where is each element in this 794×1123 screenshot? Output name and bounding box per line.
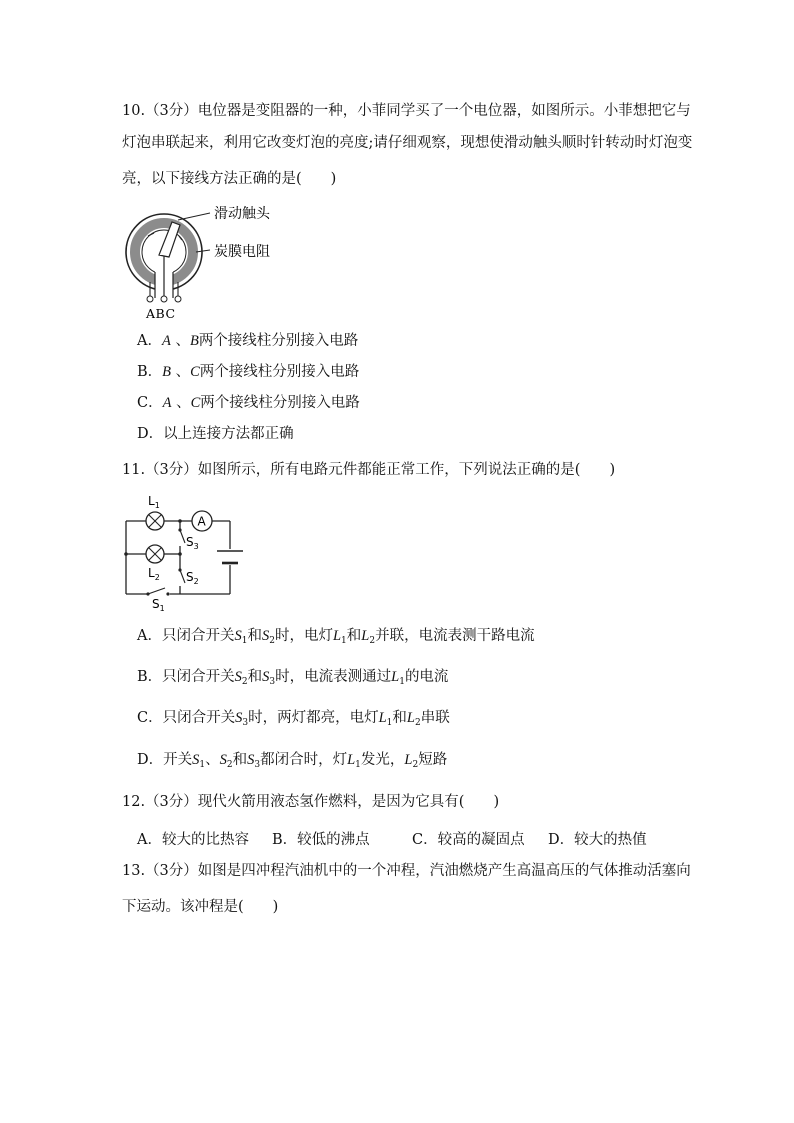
- q11-stem: 11.（3分）如图所示，所有电路元件都能正常工作，下列说法正确的是( ): [122, 462, 616, 478]
- q10-option-c: C．A 、C两个接线柱分别接入电路: [137, 395, 360, 411]
- terminal-c: [175, 296, 181, 302]
- label-carbon-film: 炭膜电阻: [214, 244, 270, 260]
- switch-s2: [178, 568, 185, 583]
- lamp-l2: [146, 545, 164, 563]
- q10-option-d: D．以上连接方法都正确: [137, 426, 294, 442]
- q12-option-d: D．较大的热值: [548, 832, 647, 848]
- q11-option-d: D．开关$S_1$、$S_2$和$S_3$都闭合时，灯$L_1$发光，$L_2$短路: [137, 752, 448, 770]
- ammeter-label: A: [197, 514, 206, 529]
- q11-option-c: C．只闭合开关$S_3$时，两灯都亮，电灯$L_1$和$L_2$串联: [137, 710, 450, 728]
- terminal-labels: ABC: [146, 306, 176, 321]
- potentiometer-figure: [120, 200, 290, 325]
- q12-option-c: C．较高的凝固点: [412, 832, 525, 848]
- label-s1: $S_1$: [152, 597, 165, 613]
- q12-option-b: B．较低的沸点: [272, 832, 370, 848]
- ammeter: [192, 511, 212, 531]
- q12-stem: 12.（3分）现代火箭用液态氢作燃料，是因为它具有( ): [122, 794, 500, 810]
- q10-stem-line-2: 灯泡串联起来，利用它改变灯泡的亮度;请仔细观察，现想使滑动触头顺时针转动时灯泡变: [122, 135, 693, 151]
- label-slider: 滑动触头: [214, 206, 270, 222]
- terminal-a: [147, 296, 153, 302]
- label-l1: $L_1$: [148, 494, 160, 510]
- q13-stem-line-1: 13.（3分）如图是四冲程汽油机中的一个冲程，汽油燃烧产生高温高压的气体推动活塞向: [122, 863, 691, 879]
- switch-s1: [146, 588, 169, 596]
- q10-stem-line-1: 10.（3分）电位器是变阻器的一种，小菲同学买了一个电位器，如图所示。小菲想把它与: [122, 103, 691, 119]
- label-s3: $S_3$: [186, 535, 199, 551]
- q13-stem-line-2: 下运动。该冲程是( ): [122, 899, 279, 915]
- q12-option-a: A．较大的比热容: [137, 832, 249, 848]
- q11-option-a: A．只闭合开关$S_1$和$S_2$时，电灯$L_1$和$L_2$并联，电流表测干路电流: [137, 628, 535, 646]
- circuit-figure: [118, 490, 248, 615]
- q10-stem-line-3: 亮，以下接线方法正确的是( ): [122, 171, 337, 187]
- label-s2: $S_2$: [186, 570, 199, 586]
- q10-option-b: B．B 、C两个接线柱分别接入电路: [137, 364, 360, 380]
- label-l2: $L_2$: [148, 566, 160, 582]
- switch-s3: [178, 528, 185, 543]
- q10-option-a: A．A 、B两个接线柱分别接入电路: [137, 333, 359, 349]
- lamp-l1: [146, 512, 164, 530]
- q11-option-b: B．只闭合开关$S_2$和$S_3$时，电流表测通过$L_1$的电流: [137, 669, 449, 687]
- terminal-b: [161, 296, 167, 302]
